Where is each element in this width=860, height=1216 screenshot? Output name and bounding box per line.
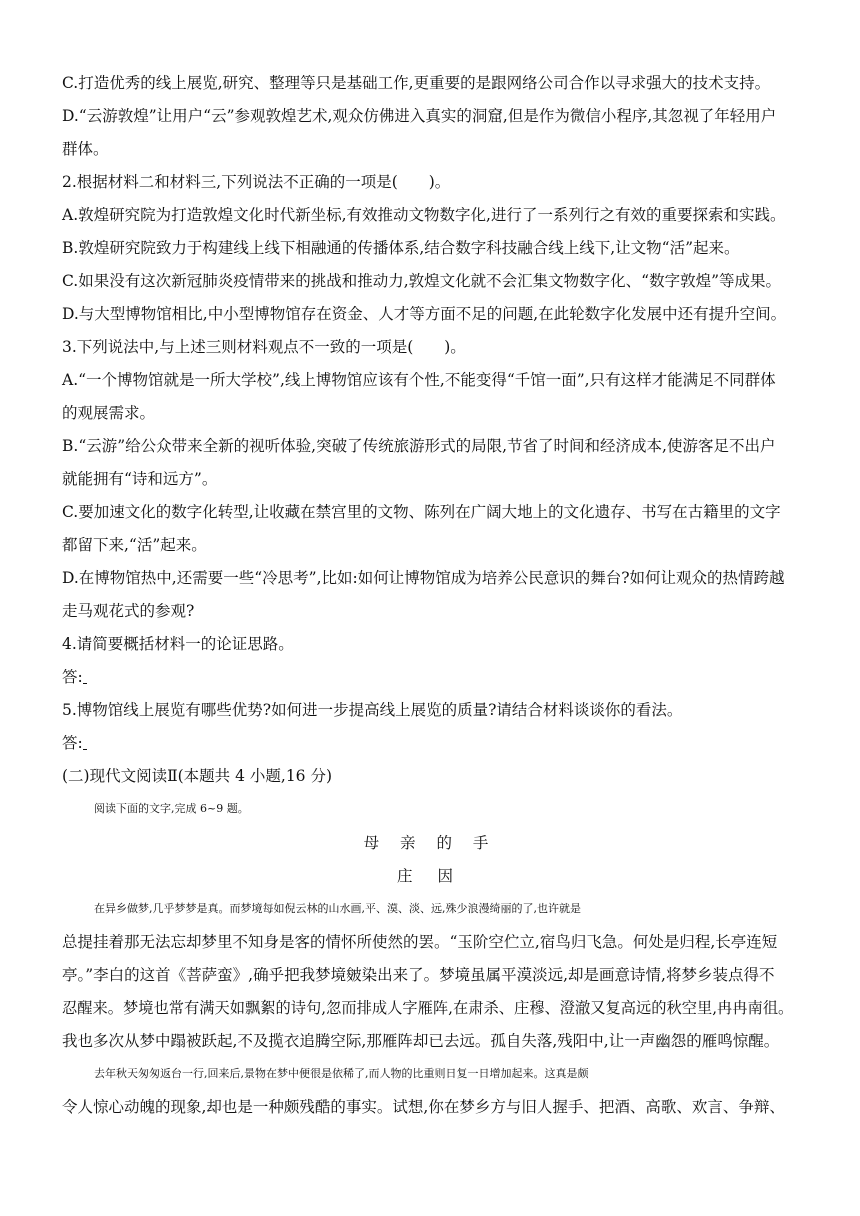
essay-title: 母 亲 的 手: [363, 834, 497, 852]
answer-label: 答:: [62, 668, 83, 686]
option-a-q2: A.敦煌研究院为打造敦煌文化时代新坐标,有效推动文物数字化,进行了一系列行之有效的重要探索和实践。: [62, 206, 786, 224]
option-c-q3-cont: 都留下来,“活”起来。: [62, 536, 207, 554]
option-b-q2: B.敦煌研究院致力于构建线上线下相融通的传播体系,结合数字科技融合线上线下,让文物“活”起来。: [62, 239, 740, 257]
option-d-q3: D.在博物馆热中,还需要一些“冷思考”,比如:如何让博物馆成为培养公民意识的舞台?如何让观众的热情跨越: [62, 569, 785, 587]
question-3: 3.下列说法中,与上述三则材料观点不一致的一项是( )。: [62, 338, 466, 356]
question-2: 2.根据材料二和材料三,下列说法不正确的一项是( )。: [62, 173, 451, 191]
essay-author: 庄 因: [397, 867, 463, 885]
option-c-q3: C.要加速文化的数字化转型,让收藏在禁宫里的文物、陈列在广阔大地上的文化遗存、书写在古籍里的文字: [62, 503, 781, 521]
section-instruction: 阅读下面的文字,完成 6~9 题。: [94, 802, 249, 815]
question-5: 5.博物馆线上展览有哪些优势?如何进一步提高线上展览的质量?请结合材料谈谈你的看法。: [62, 701, 683, 719]
paragraph-line: 去年秋天匆匆返台一行,回来后,景物在梦中便很是依稀了,而人物的比重则日复一日增加起来。这真是颇: [94, 1067, 589, 1080]
question-4: 4.请简要概括材料一的论证思路。: [62, 635, 294, 653]
option-d-q1: D.“云游敦煌”让用户“云”参观敦煌艺术,观众仿佛进入真实的洞窟,但是作为微信小程序,其忽视了年轻用户: [62, 107, 777, 125]
paragraph-line: 亭。”李白的这首《菩萨蛮》,确乎把我梦境皴染出来了。梦境虽属平漠淡远,却是画意诗情,将梦乡装点得不: [62, 966, 775, 984]
option-d-q2: D.与大型博物馆相比,中小型博物馆存在资金、人才等方面不足的问题,在此轮数字化发展中还有提升空间。: [62, 305, 787, 323]
option-a-q3: A.“一个博物馆就是一所大学校”,线上博物馆应该有个性,不能变得“千馆一面”,只有这样才能满足不同群体: [62, 371, 776, 389]
option-d-q1-cont: 群体。: [62, 140, 109, 158]
section-heading: (二)现代文阅读Ⅱ(本题共 4 小题,16 分): [62, 767, 333, 785]
paragraph-line: 在异乡做梦,几乎梦梦是真。而梦境每如倪云林的山水画,平、漠、淡、远,殊少浪漫绮丽的了,也许就是: [94, 902, 581, 915]
option-c-q1: C.打造优秀的线上展览,研究、整理等只是基础工作,更重要的是跟网络公司合作以寻求强大的技术支持。: [62, 74, 771, 92]
answer-4: [62, 666, 802, 688]
option-a-q3-cont: 的观展需求。: [62, 404, 156, 422]
answer-5: [62, 732, 802, 754]
answer-blank[interactable]: [83, 735, 87, 750]
paragraph-line: 我也多次从梦中蹋被跃起,不及揽衣追腾空际,那雁阵却已去远。孤自失落,残阳中,让一声幽怨的雁鸣惊醒。: [62, 1032, 780, 1050]
paragraph-line: 令人惊心动魄的现象,却也是一种颇残酷的事实。试想,你在梦乡方与旧人握手、把酒、高歌、欢言、争辩、: [62, 1098, 785, 1116]
option-d-q3-cont: 走马观花式的参观?: [62, 602, 195, 620]
answer-blank[interactable]: [83, 669, 87, 684]
paragraph-line: 忍醒来。梦境也常有满天如飘絮的诗句,忽而排成人字雁阵,在肃杀、庄穆、澄澈又复高远的秋空里,冉冉南徂。: [62, 999, 794, 1017]
answer-label: 答:: [62, 734, 83, 752]
option-c-q2: C.如果没有这次新冠肺炎疫情带来的挑战和推动力,敦煌文化就不会汇集文物数字化、“数字敦煌”等成果。: [62, 272, 782, 290]
option-b-q3: B.“云游”给公众带来全新的视听体验,突破了传统旅游形式的局限,节省了时间和经济成本,使游客足不出户: [62, 437, 776, 455]
option-b-q3-cont: 就能拥有“诗和远方”。: [62, 470, 218, 488]
paragraph-line: 总提挂着那无法忘却梦里不知身是客的情怀所使然的罢。“玉阶空伫立,宿鸟归飞急。何处是归程,长亭连短: [62, 933, 778, 951]
